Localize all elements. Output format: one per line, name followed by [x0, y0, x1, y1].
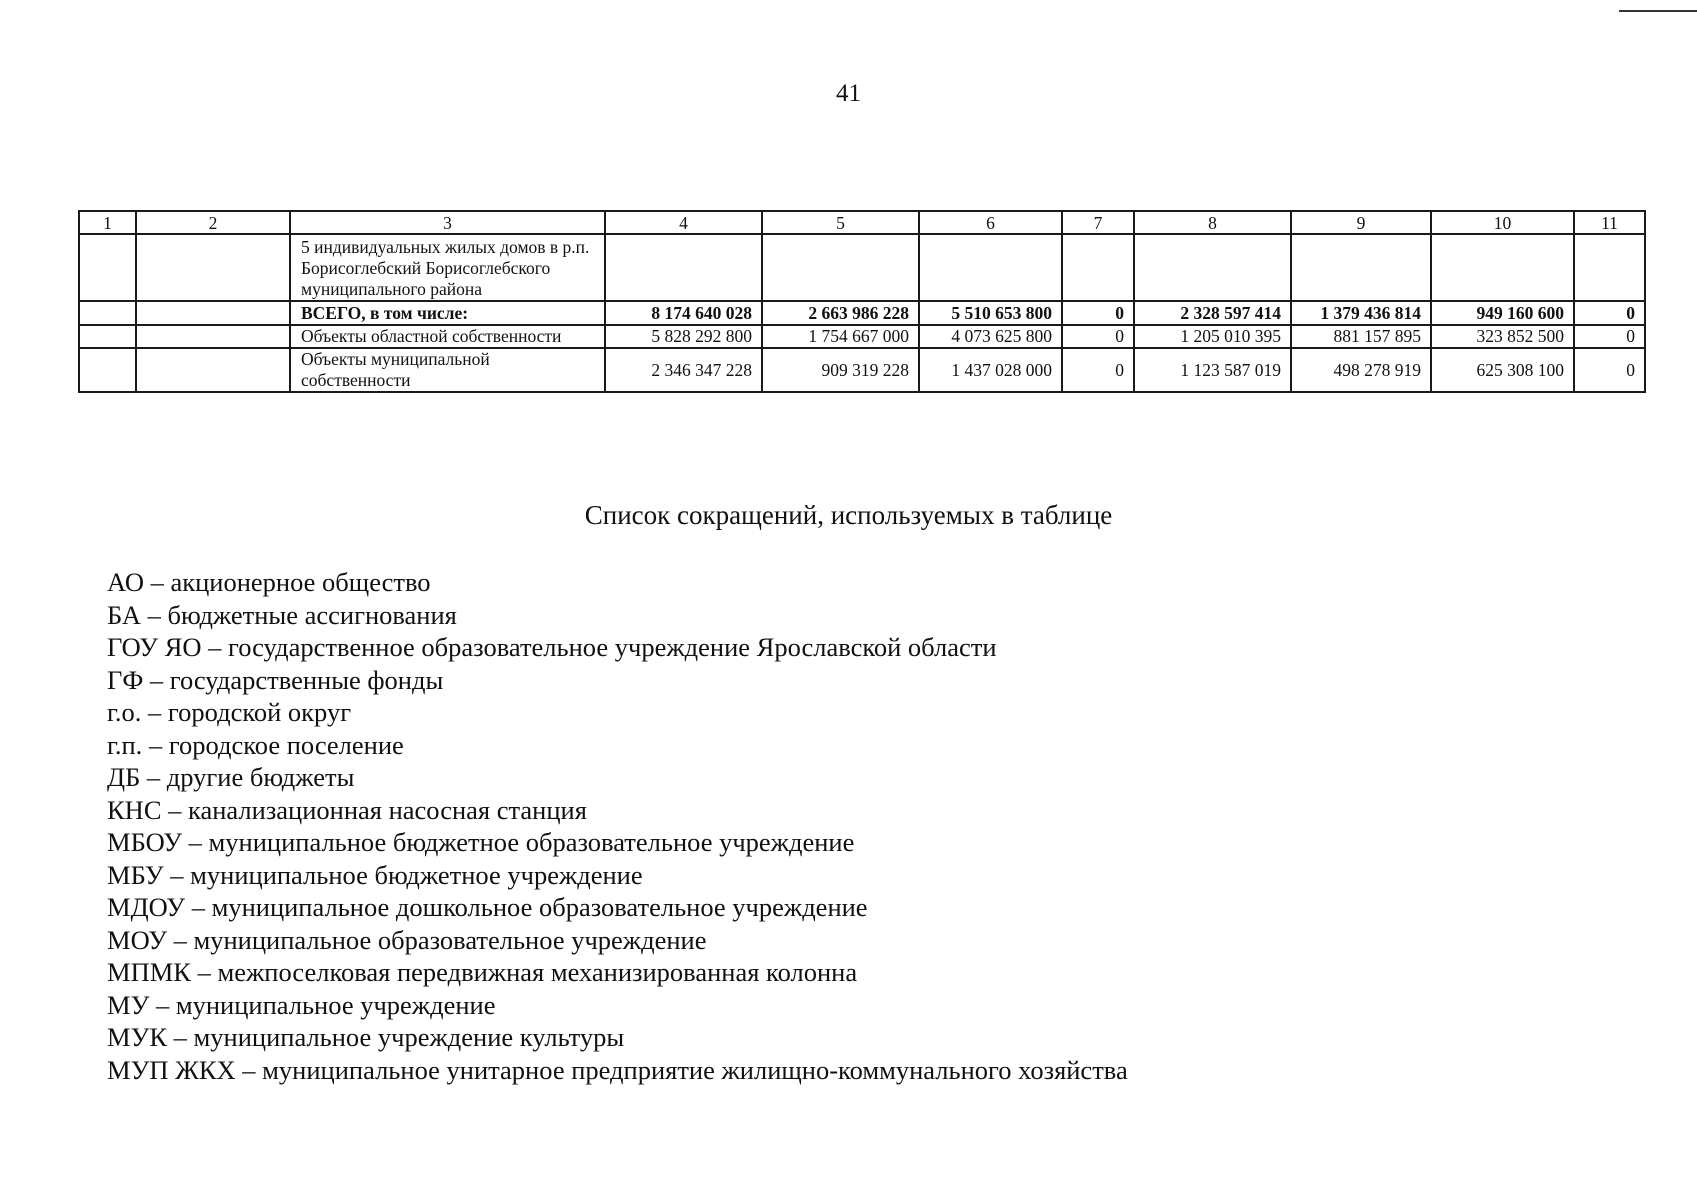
abbreviation-item: [107, 696, 1128, 729]
table-cell: 0: [1062, 301, 1134, 325]
abbreviation-item: [107, 761, 1128, 794]
abbreviation-item: [107, 989, 1128, 1022]
column-number: 7: [1062, 211, 1134, 234]
abbreviation-dash: –: [182, 827, 209, 857]
abbreviation-definition: канализационная насосная станция: [188, 794, 587, 825]
abbreviation-dash: –: [141, 599, 168, 630]
table-cell: [762, 234, 919, 301]
table-cell: [1574, 234, 1645, 301]
table-cell: 881 157 895: [1291, 325, 1431, 348]
abbreviation-definition: государственное образовательное учреждение Ярославской области: [228, 632, 997, 662]
abbreviation-term: КНС: [107, 794, 162, 825]
abbreviation-item: [107, 1021, 1128, 1054]
abbreviation-dash: –: [190, 957, 218, 987]
table-cell: 5 828 292 800: [605, 325, 762, 348]
column-number: 1: [79, 211, 136, 234]
abbreviation-dash: –: [143, 567, 171, 597]
table-cell: [136, 348, 290, 392]
abbreviation-item: [107, 1054, 1128, 1087]
abbreviation-term: МУК: [107, 1022, 168, 1052]
abbreviation-item: [107, 794, 1128, 827]
abbreviation-term: МУ: [107, 989, 150, 1020]
abbreviation-term: МПМК: [107, 957, 191, 987]
abbreviation-term: ДБ: [107, 762, 141, 792]
table-cell: 8 174 640 028: [605, 301, 762, 325]
scan-corner-mark: [1619, 10, 1697, 12]
abbreviations-list: [107, 566, 1128, 1086]
abbreviation-definition: другие бюджеты: [166, 762, 355, 792]
abbreviation-definition: муниципальное образовательное учреждение: [193, 924, 707, 955]
abbreviation-item: [107, 891, 1128, 924]
abbreviation-item: [107, 924, 1128, 957]
page-number: 41: [836, 80, 861, 107]
row-name-cell: ВСЕГО, в том числе:: [290, 301, 605, 325]
column-number: 11: [1574, 211, 1645, 234]
table-cell: [79, 234, 136, 301]
abbreviation-definition: муниципальное бюджетное учреждение: [190, 859, 643, 890]
column-number: 10: [1431, 211, 1574, 234]
table-cell: 498 278 919: [1291, 348, 1431, 392]
abbreviations-heading: Список сокращений, используемых в таблице: [584, 500, 1113, 530]
table-cell: 1 754 667 000: [762, 325, 919, 348]
abbreviation-item: [107, 859, 1128, 892]
abbreviation-definition: муниципальное бюджетное образовательное учреждение: [208, 827, 855, 857]
column-number-row: [79, 211, 1645, 234]
table-cell: 1 379 436 814: [1291, 301, 1431, 325]
table-row-total: [79, 301, 1645, 325]
table-cell: [919, 234, 1062, 301]
abbreviation-term: г.п.: [107, 729, 143, 760]
funding-table: [78, 210, 1646, 393]
table-row-municipal: [79, 348, 1645, 392]
abbreviation-item: [107, 631, 1128, 664]
abbreviation-item: [107, 956, 1128, 989]
abbreviation-dash: –: [163, 859, 191, 890]
abbreviation-definition: бюджетные ассигнования: [167, 599, 457, 630]
table-cell: [1431, 234, 1574, 301]
abbreviation-term: МУП ЖКХ: [107, 1054, 236, 1085]
table-cell: [605, 234, 762, 301]
table-cell: [1062, 234, 1134, 301]
abbreviation-item: [107, 729, 1128, 762]
abbreviation-dash: –: [235, 1054, 263, 1085]
table-cell: [1134, 234, 1291, 301]
object-name-cell: 5 индивидуальных жилых домов в р.п. Борисоглебский Борисоглебского муниципального района: [290, 234, 605, 301]
table-cell: 323 852 500: [1431, 325, 1574, 348]
abbreviation-term: МДОУ: [107, 892, 186, 922]
table-cell: 0: [1574, 348, 1645, 392]
column-number: 3: [290, 211, 605, 234]
abbreviation-definition: государственные фонды: [169, 664, 444, 695]
abbreviation-dash: –: [141, 697, 168, 727]
table-row-object: [79, 234, 1645, 301]
table-cell: 4 073 625 800: [919, 325, 1062, 348]
abbreviation-definition: городское поселение: [168, 729, 404, 760]
column-number: 4: [605, 211, 762, 234]
abbreviation-item: [107, 664, 1128, 697]
abbreviation-dash: –: [143, 664, 170, 695]
table-cell: 2 346 347 228: [605, 348, 762, 392]
abbreviation-term: г.о.: [107, 697, 142, 727]
table-cell: 0: [1062, 348, 1134, 392]
abbreviation-term: МБУ: [107, 859, 164, 890]
abbreviation-term: МОУ: [107, 924, 167, 955]
abbreviation-term: МБОУ: [107, 827, 183, 857]
abbreviation-dash: –: [149, 989, 176, 1020]
abbreviation-definition: городской округ: [167, 697, 352, 727]
funding-table-container: [78, 210, 1644, 393]
abbreviation-dash: –: [201, 632, 229, 662]
table-cell: 909 319 228: [762, 348, 919, 392]
abbreviation-dash: –: [167, 1022, 194, 1052]
table-cell: 949 160 600: [1431, 301, 1574, 325]
abbreviation-term: ГОУ ЯО: [107, 632, 202, 662]
table-cell: [79, 348, 136, 392]
column-number: 8: [1134, 211, 1291, 234]
column-number: 5: [762, 211, 919, 234]
abbreviation-term: ГФ: [107, 664, 144, 695]
table-cell: 1 123 587 019: [1134, 348, 1291, 392]
abbreviation-dash: –: [166, 924, 194, 955]
abbreviation-dash: –: [161, 794, 188, 825]
abbreviation-dash: –: [142, 729, 169, 760]
column-number: 9: [1291, 211, 1431, 234]
abbreviation-dash: –: [185, 892, 212, 922]
table-cell: [1291, 234, 1431, 301]
table-cell: 1 437 028 000: [919, 348, 1062, 392]
abbreviation-dash: –: [140, 762, 167, 792]
table-cell: [136, 301, 290, 325]
column-number: 6: [919, 211, 1062, 234]
abbreviation-item: [107, 826, 1128, 859]
table-cell: 0: [1574, 301, 1645, 325]
table-cell: 2 328 597 414: [1134, 301, 1291, 325]
table-cell: 5 510 653 800: [919, 301, 1062, 325]
abbreviation-term: БА: [107, 599, 142, 630]
abbreviation-definition: акционерное общество: [170, 567, 431, 597]
abbreviation-item: [107, 599, 1128, 632]
abbreviation-definition: муниципальное учреждение культуры: [193, 1022, 625, 1052]
row-name-cell: Объекты областной собственности: [290, 325, 605, 348]
table-cell: 625 308 100: [1431, 348, 1574, 392]
table-cell: [136, 325, 290, 348]
abbreviation-item: [107, 566, 1128, 599]
abbreviation-definition: муниципальное унитарное предприятие жилищно-коммунального хозяйства: [262, 1054, 1128, 1085]
abbreviation-term: АО: [107, 567, 144, 597]
table-row-regional: [79, 325, 1645, 348]
table-cell: 2 663 986 228: [762, 301, 919, 325]
table-cell: [79, 325, 136, 348]
table-cell: 1 205 010 395: [1134, 325, 1291, 348]
abbreviation-definition: межпоселковая передвижная механизированная колонна: [217, 957, 858, 987]
row-name-cell: Объекты муниципальной собственности: [290, 348, 605, 392]
table-cell: 0: [1574, 325, 1645, 348]
table-cell: [79, 301, 136, 325]
abbreviation-definition: муниципальное дошкольное образовательное учреждение: [211, 892, 868, 922]
table-cell: 0: [1062, 325, 1134, 348]
table-cell: [136, 234, 290, 301]
abbreviation-definition: муниципальное учреждение: [175, 989, 496, 1020]
column-number: 2: [136, 211, 290, 234]
